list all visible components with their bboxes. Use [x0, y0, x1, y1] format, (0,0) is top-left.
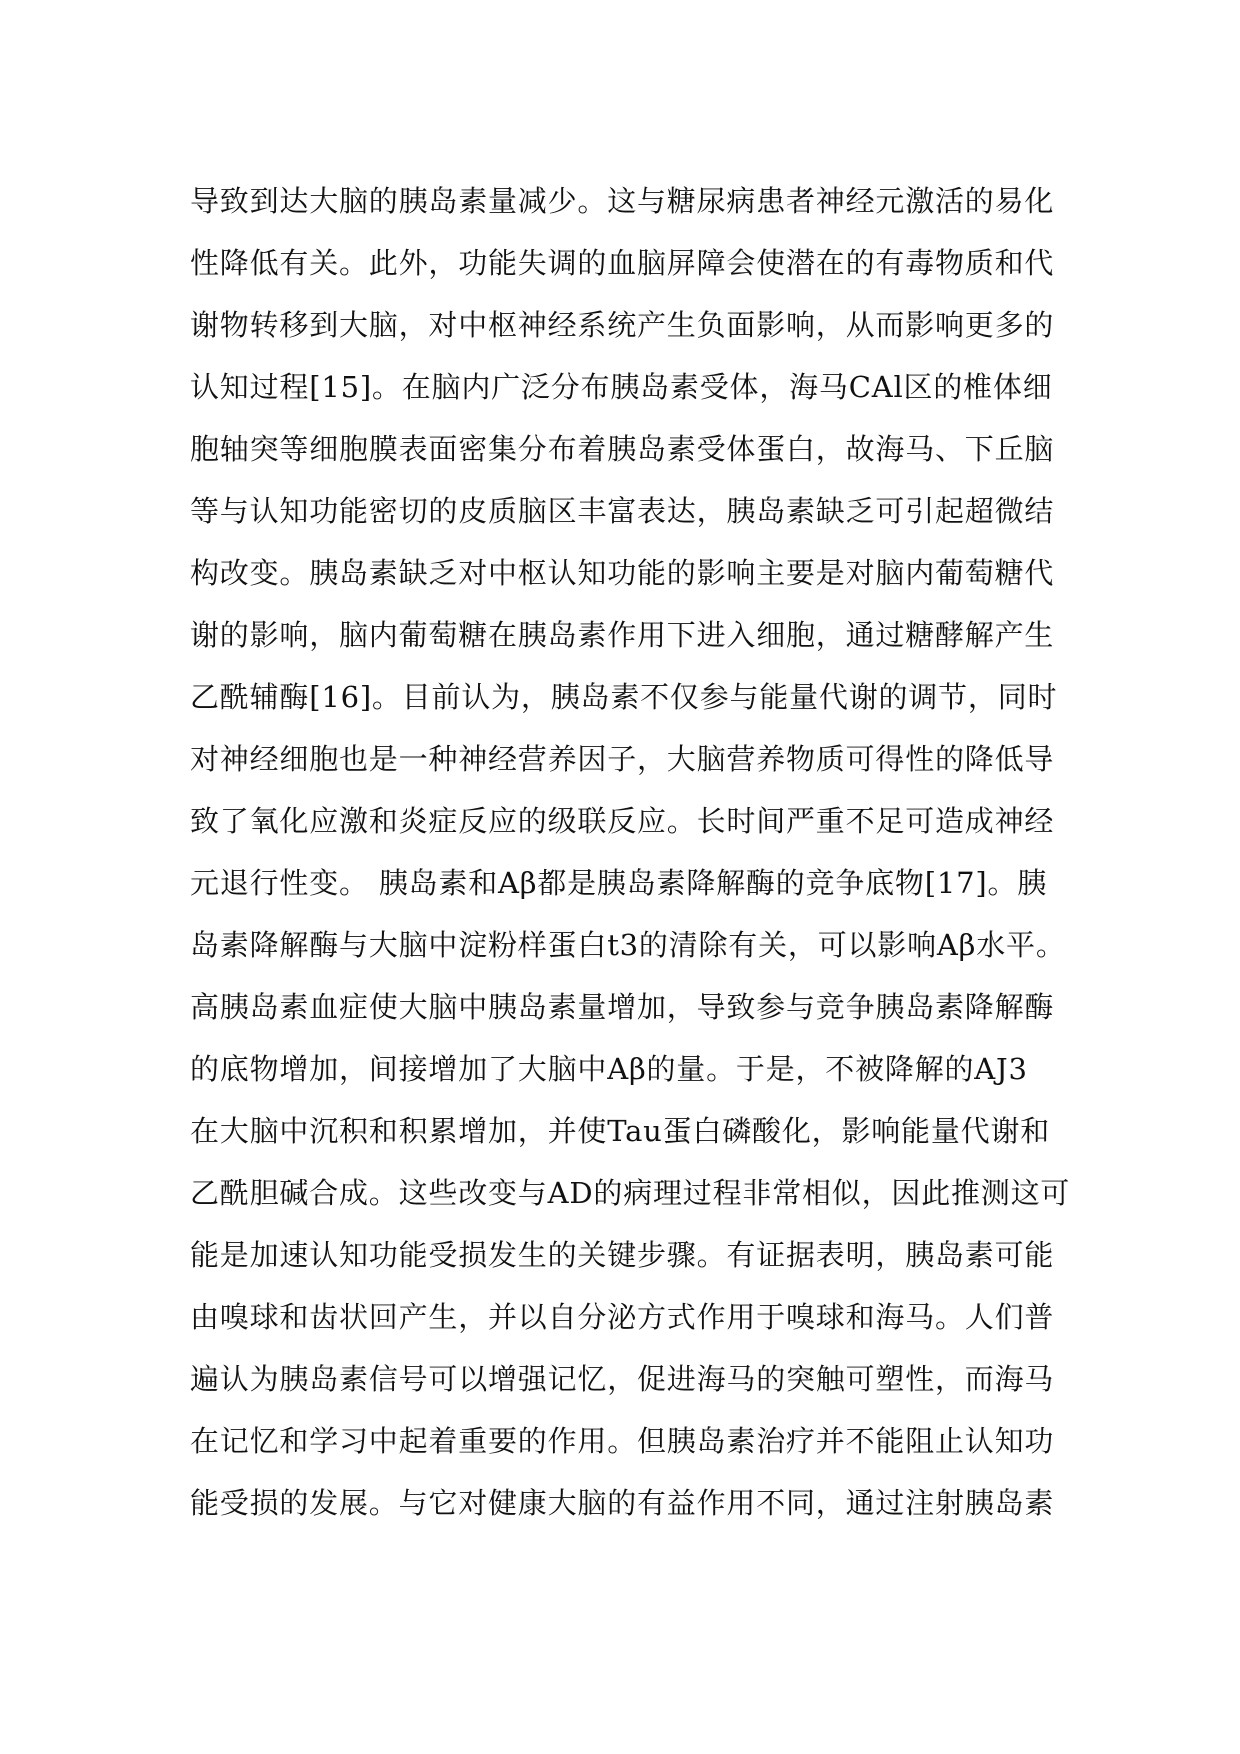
text-line: 能受损的发展。与它对健康大脑的有益作用不同，通过注射胰岛素 — [190, 1486, 1055, 1520]
text-line: 谢物转移到大脑，对中枢神经系统产生负面影响，从而影响更多的 — [190, 308, 1055, 342]
text-line: 致了氧化应激和炎症反应的级联反应。长时间严重不足可造成神经 — [190, 804, 1055, 838]
text-line: 导致到达大脑的胰岛素量减少。这与糖尿病患者神经元激活的易化 — [190, 184, 1055, 218]
text-line: 乙酰胆碱合成。这些改变与AD的病理过程非常相似，因此推测这可 — [190, 1176, 1070, 1210]
text-line: 能是加速认知功能受损发生的关键步骤。有证据表明，胰岛素可能 — [190, 1238, 1055, 1272]
text-line: 的底物增加，间接增加了大脑中Aβ的量。于是，不被降解的AJ3 — [190, 1052, 1028, 1086]
text-line: 对神经细胞也是一种神经营养因子，大脑营养物质可得性的降低导 — [190, 742, 1055, 776]
text-line: 谢的影响，脑内葡萄糖在胰岛素作用下进入细胞，通过糖酵解产生 — [190, 618, 1055, 652]
text-line: 胞轴突等细胞膜表面密集分布着胰岛素受体蛋白，故海马、下丘脑 — [190, 432, 1055, 466]
text-line: 岛素降解酶与大脑中淀粉样蛋白t3的清除有关，可以影响Aβ水平。 — [190, 928, 1066, 962]
text-line: 在记忆和学习中起着重要的作用。但胰岛素治疗并不能阻止认知功 — [190, 1424, 1055, 1458]
text-line: 认知过程[15]。在脑内广泛分布胰岛素受体，海马CAl区的椎体细 — [190, 370, 1053, 404]
body-text — [190, 178, 1070, 1542]
text-line: 性降低有关。此外，功能失调的血脑屏障会使潜在的有毒物质和代 — [190, 246, 1055, 280]
text-line: 高胰岛素血症使大脑中胰岛素量增加，导致参与竞争胰岛素降解酶 — [190, 990, 1055, 1024]
text-line: 遍认为胰岛素信号可以增强记忆，促进海马的突触可塑性，而海马 — [190, 1362, 1055, 1396]
text-line: 元退行性变。 胰岛素和Aβ都是胰岛素降解酶的竞争底物[17]。胰 — [190, 866, 1048, 900]
text-line: 构改变。胰岛素缺乏对中枢认知功能的影响主要是对脑内葡萄糖代 — [190, 556, 1055, 590]
text-line: 在大脑中沉积和积累增加，并使Tau蛋白磷酸化，影响能量代谢和 — [190, 1114, 1051, 1148]
text-line: 由嗅球和齿状回产生，并以自分泌方式作用于嗅球和海马。人们普 — [190, 1300, 1055, 1334]
text-line: 乙酰辅酶[16]。目前认为，胰岛素不仅参与能量代谢的调节，同时 — [190, 680, 1058, 714]
text-line: 等与认知功能密切的皮质脑区丰富表达，胰岛素缺乏可引起超微结 — [190, 494, 1055, 528]
